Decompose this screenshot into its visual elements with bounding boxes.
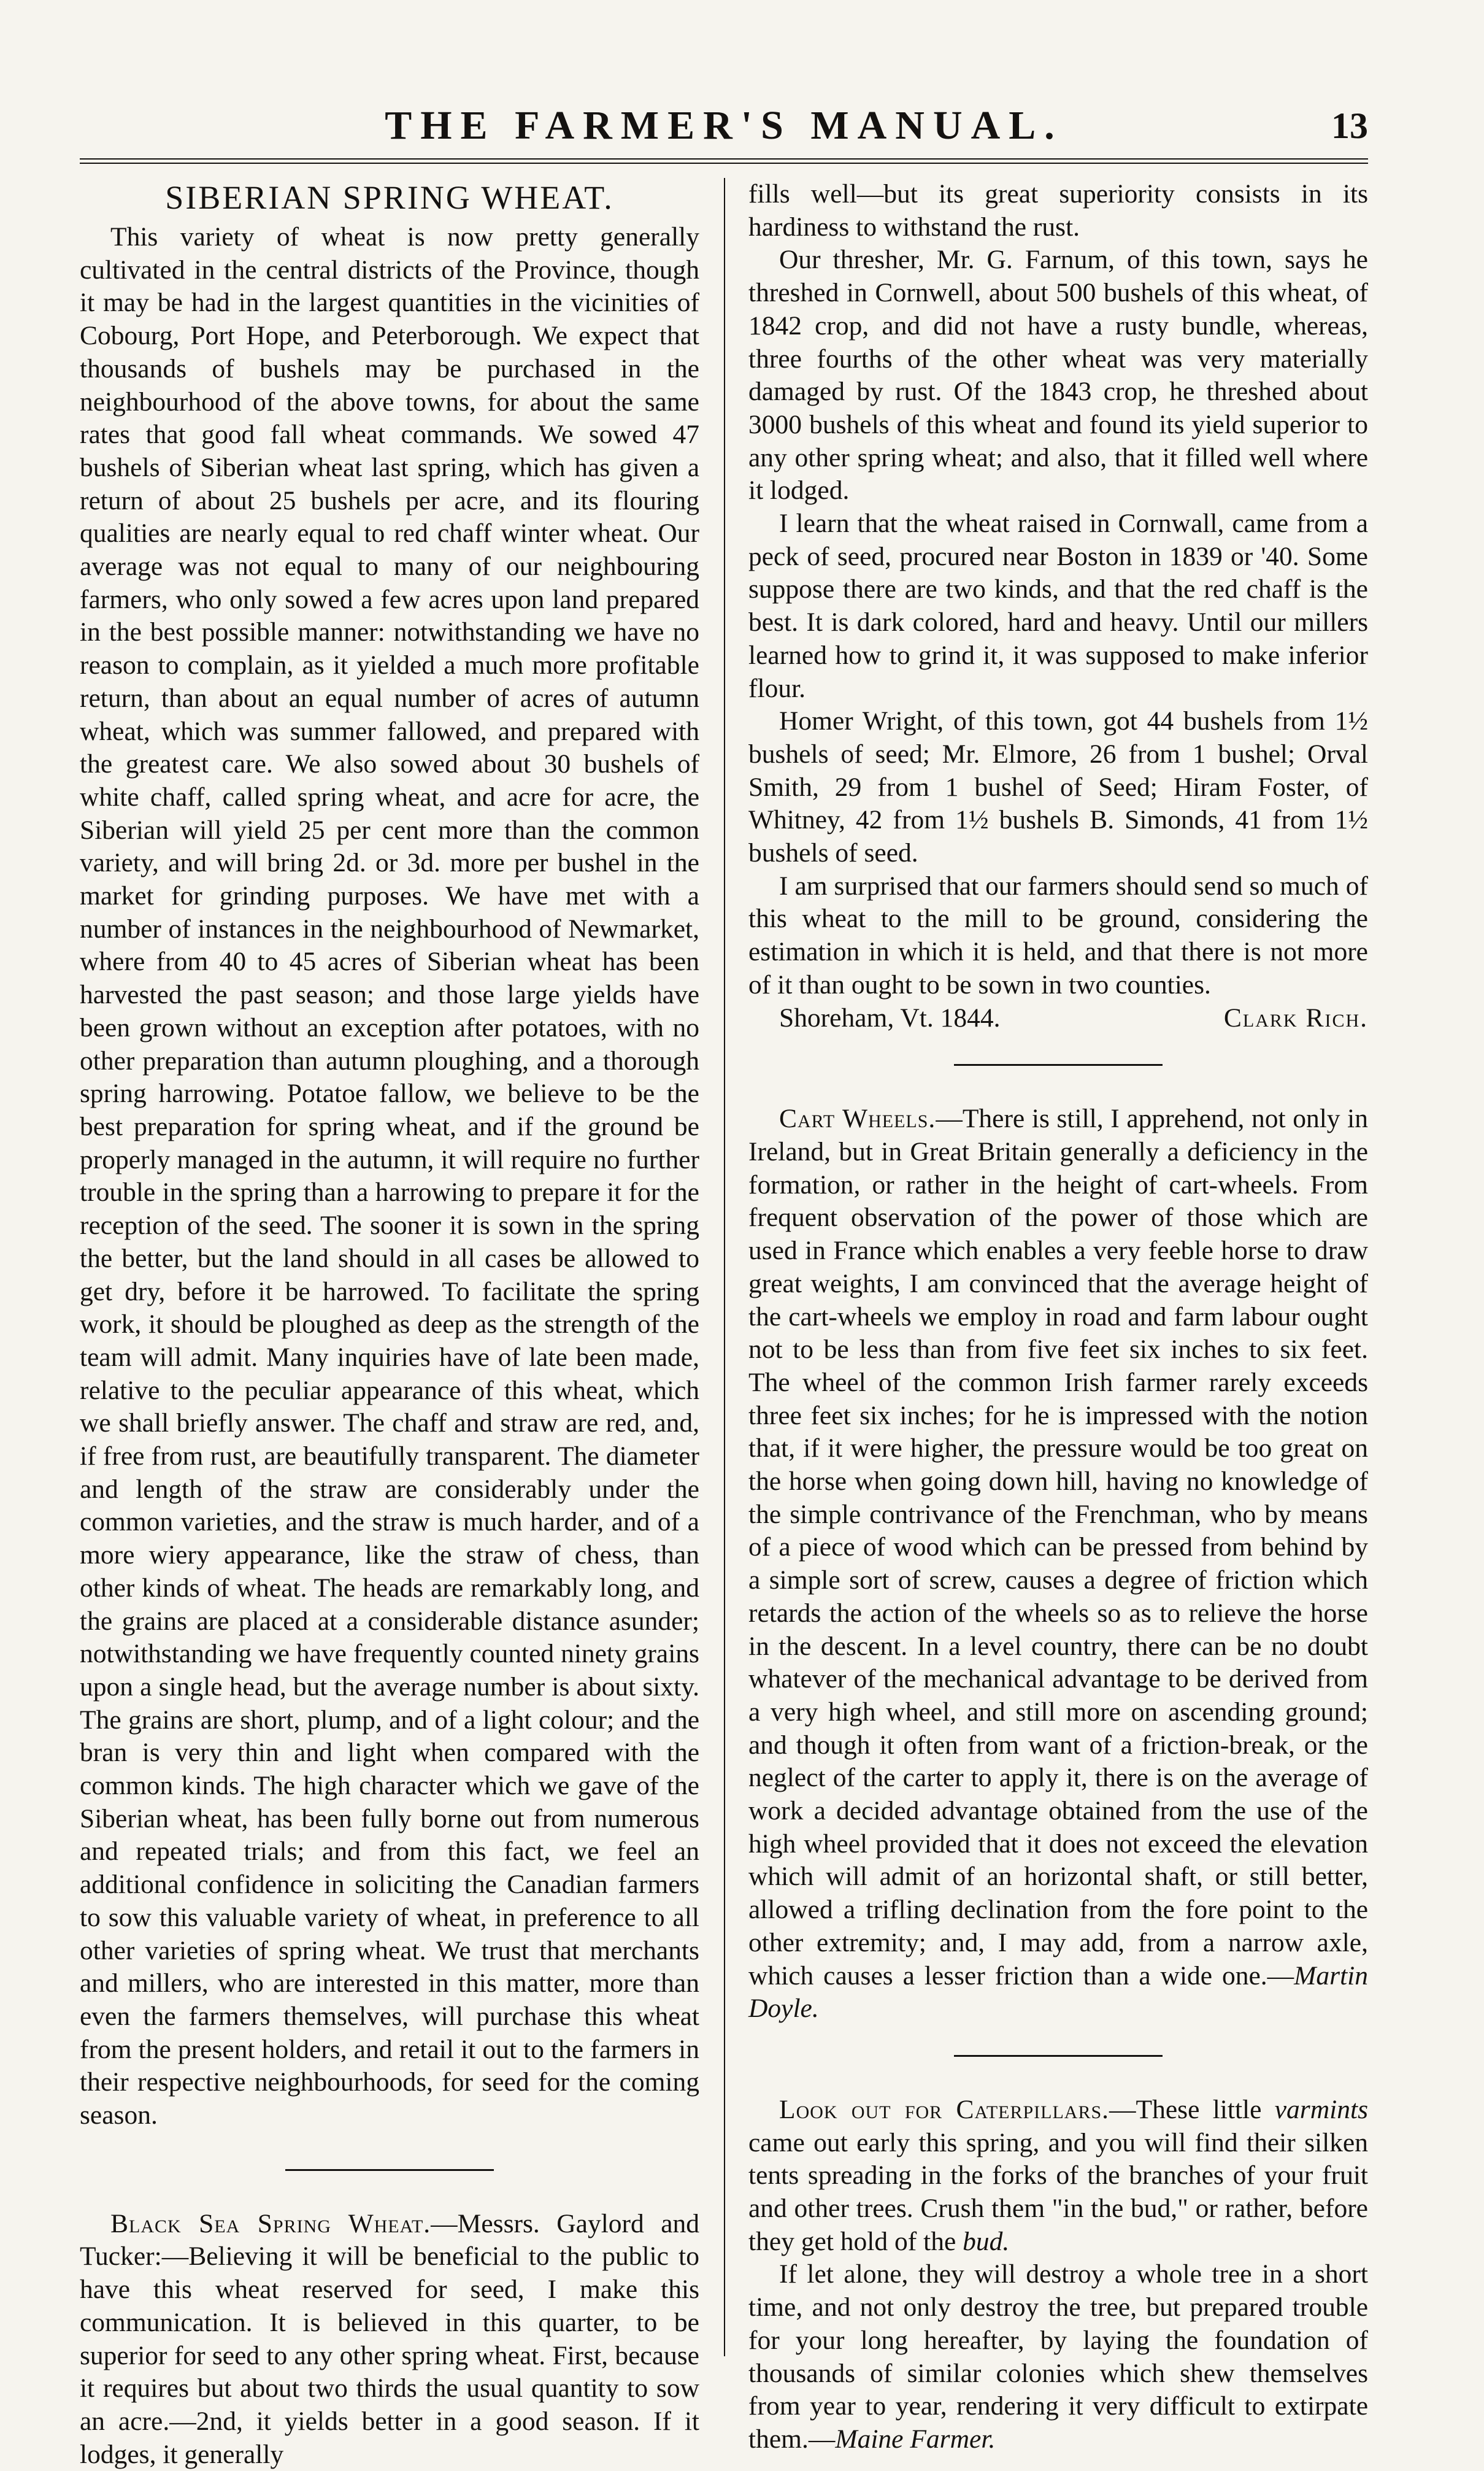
section-divider <box>954 1064 1163 1066</box>
article-body <box>748 1103 1368 2026</box>
article-paragraph: Homer Wright, of this town, got 44 bushels from 1½ bushels of seed; Mr. Elmore, 26 from 1 bushel; Orval Smith, 29 from 1 bushel of Seed; Hiram Foster, of Whitney, 42 from 1½ bushels B. Simonds, 41 from 1½ bushels of seed. <box>748 706 1368 868</box>
article-signature: Martin Doyle. <box>748 1960 1368 2024</box>
article-paragraph: I learn that the wheat raised in Cornwall, came from a peck of seed, procured near Boston in 1839 or '40. Some suppose there are two kinds, and that the red chaff is the best. It is dark colored, hard and heavy. Until our millers learned how to grind it, it was supposed to make inferior flour. <box>748 509 1368 703</box>
article-paragraph: fills well—but its great superiority consists in its hardiness to withstand the rust. <box>748 179 1368 242</box>
left-column <box>80 178 699 2469</box>
article-body <box>748 2094 1368 2259</box>
article-lead-title: Look out for Caterpillars. <box>779 2094 1110 2124</box>
page-number: 13 <box>1331 106 1368 146</box>
article-lead-title: Black Sea Spring Wheat. <box>110 2208 431 2238</box>
article-title: SIBERIAN SPRING WHEAT. <box>165 179 614 216</box>
article-black-sea-spring-wheat <box>80 2208 699 2471</box>
newspaper-page <box>80 92 1369 2469</box>
article-paragraph: I am surprised that our farmers should send so much of this wheat to the mill to be ground, considering the estimation in which it is held, and that there is not more of it than ought to be sown in two counties. <box>748 871 1368 1000</box>
article-body <box>748 2258 1368 2456</box>
running-title: THE FARMER'S MANUAL. <box>385 103 1063 148</box>
section-divider <box>285 2169 494 2171</box>
article-caterpillars <box>748 2094 1368 2456</box>
article-source: Maine Farmer. <box>835 2424 996 2454</box>
article-black-sea-continued <box>748 178 1368 1035</box>
column-divider <box>724 178 725 2356</box>
article-paragraph: Our thresher, Mr. G. Farnum, of this town, says he threshed in Cornwell, about 500 bushels of this wheat, of 1842 crop, and did not have a rusty bundle, whereas, three fourths of the other wheat was very materially damaged by rust. Of the 1843 crop, he threshed about 3000 bushels of this wheat and found its yield superior to any other spring wheat; and also, that it filled well where it lodged. <box>748 245 1368 506</box>
article-text: If let alone, they will destroy a whole tree in a short time, and not only destroy the tree, but prepared trouble for your long hereafter, by laying the foundation of thousands of similar colonies which shew themselves from year to year, rendering it very difficult to extirpate them.— <box>748 2259 1368 2454</box>
article-text: —There is still, I apprehend, not only in Ireland, but in Great Britain generally a deficiency in the formation, or rather in the height of cart-wheels. From frequent observation of the power of those which are used in France which enables a very feeble horse to draw great weights, I am convinced that the average height of the cart-wheels we employ in road and farm labour ought not to be less than from five feet six inches to six feet. The wheel of the common Irish farmer rarely exceeds three feet six inches; for he is impressed with the notion that, if it were higher, the pressure would be too great on the horse when going down hill, having no knowledge of the simple contrivance of the Frenchman, who by means of a piece of wood which can be pressed from behind by a simple sort of screw, causes a degree of friction which retards the action of the wheels so as to relieve the horse in the descent. In a level country, there can be no doubt whatever of the mechanical advantage to be derived from a very high wheel, and still more on ascending ground; and though it often from want of a friction-break, or the neglect of the carter to apply it, there is on the average of work a decided advantage obtained from the use of the high wheel provided that it does not exceed the elevation which will admit of an horizontal shaft, or still better, allowed a trifling declination from the fore point to the other extremity; and, I may add, from a narrow axle, which causes a lesser friction than a wide one.— <box>748 1104 1369 1991</box>
running-head <box>80 98 1368 153</box>
article-siberian-spring-wheat <box>80 178 699 2132</box>
italic-word: varmints <box>1274 2094 1368 2124</box>
article-cart-wheels <box>748 1103 1368 2026</box>
section-divider <box>954 2055 1163 2057</box>
right-column <box>748 178 1369 2454</box>
article-text: —These little <box>1109 2094 1275 2124</box>
article-signature <box>748 1002 1368 1035</box>
italic-word: bud. <box>963 2226 1010 2256</box>
article-body <box>80 2208 699 2471</box>
article-lead-title: Cart Wheels. <box>779 1104 936 1134</box>
article-text: —Messrs. Gaylord and Tucker:—Believing it will be beneficial to the public to have this wheat reserved for seed, I make this communication. It is believed in this quarter, to be superior for seed to any other spring wheat. First, because it requires but about two thirds the usual quantity to sow an acre.—2nd, it yields better in a good season. If it lodges, it generally <box>80 2208 699 2469</box>
article-text: came out early this spring, and you will find their silken tents spreading in the forks of the branches of your fruit and other trees. Crush them "in the bud," or rather, before they get hold of the <box>748 2127 1368 2256</box>
header-double-rule <box>80 158 1368 164</box>
author-name: Clark Rich. <box>1223 1003 1368 1033</box>
article-body: This variety of wheat is now pretty generally cultivated in the central districts of the Province, though it may be had in the largest quantities in the vicinities of Cobourg, Port Hope, and Peterborough. We expect that thousands of bushels may be purchased in the neighbourhood of the above towns, for about the same rates that good fall wheat commands. We sowed 47 bushels of Siberian wheat last spring, which has given a return of about 25 bushels per acre, and its flouring qualities are nearly equal to red chaff winter wheat. Our average was not equal to many of our neighbouring farmers, who only sowed a few acres upon land prepared in the best possible manner: notwithstanding we have no reason to complain, as it yielded a much more profitable return, than about an equal number of acres of autumn wheat, which was summer fallowed, and prepared with the greatest care. We also sowed about 30 bushels of white chaff, called spring wheat, and acre for acre, the Siberian will yield 25 per cent more than the common variety, and will bring 2d. or 3d. more per bushel in the market for grinding purposes. We have met with a number of instances in the neighbourhood of Newmarket, where from 40 to 45 acres of Siberian wheat has been harvested the past season; and those large yields have been grown without an exception after potatoes, with no other preparation than autumn ploughing, and a thorough spring harrowing. Potatoe fallow, we believe to be the best preparation for spring wheat, and if the ground be properly managed in the autumn, it will require no further trouble in the spring than a harrowing to prepare it for the reception of the seed. The sooner it is sown in the spring the better, but the land should in all cases be allowed to get dry, before it be harrowed. To facilitate the spring work, it should be ploughed as deep as the strength of the team will admit. Many inquiries have of late been made, relative to the peculiar appearance of this wheat, which we shall briefly answer. The chaff and straw are red, and, if free from rust, are beautifully transparent. The diameter and length of the straw are considerably under the common varieties, and the straw is much harder, and of a more wiery appearance, like the straw of chess, than other kinds of wheat. The heads are remarkably long, and the grains are placed at a considerable distance asunder; notwithstanding we have frequently counted ninety grains upon a single head, but the average number is about sixty. The grains are short, plump, and of a light colour; and the bran is very thin and light when compared with the common kinds. The high character which we gave of the Siberian wheat, has been fully borne out from numerous and repeated trials; and from this fact, we feel an additional confidence in soliciting the Canadian farmers to sow this valuable variety of wheat, in preference to all other varieties of spring wheat. We trust that merchants and millers, who are interested in this matter, more than even the farmers themselves, will purchase this wheat from the present holders, and retail it out to the farmers in their respective neighbourhoods, for seed for the coming season. <box>80 222 699 2130</box>
place-date: Shoreham, Vt. 1844. <box>779 1003 1001 1033</box>
